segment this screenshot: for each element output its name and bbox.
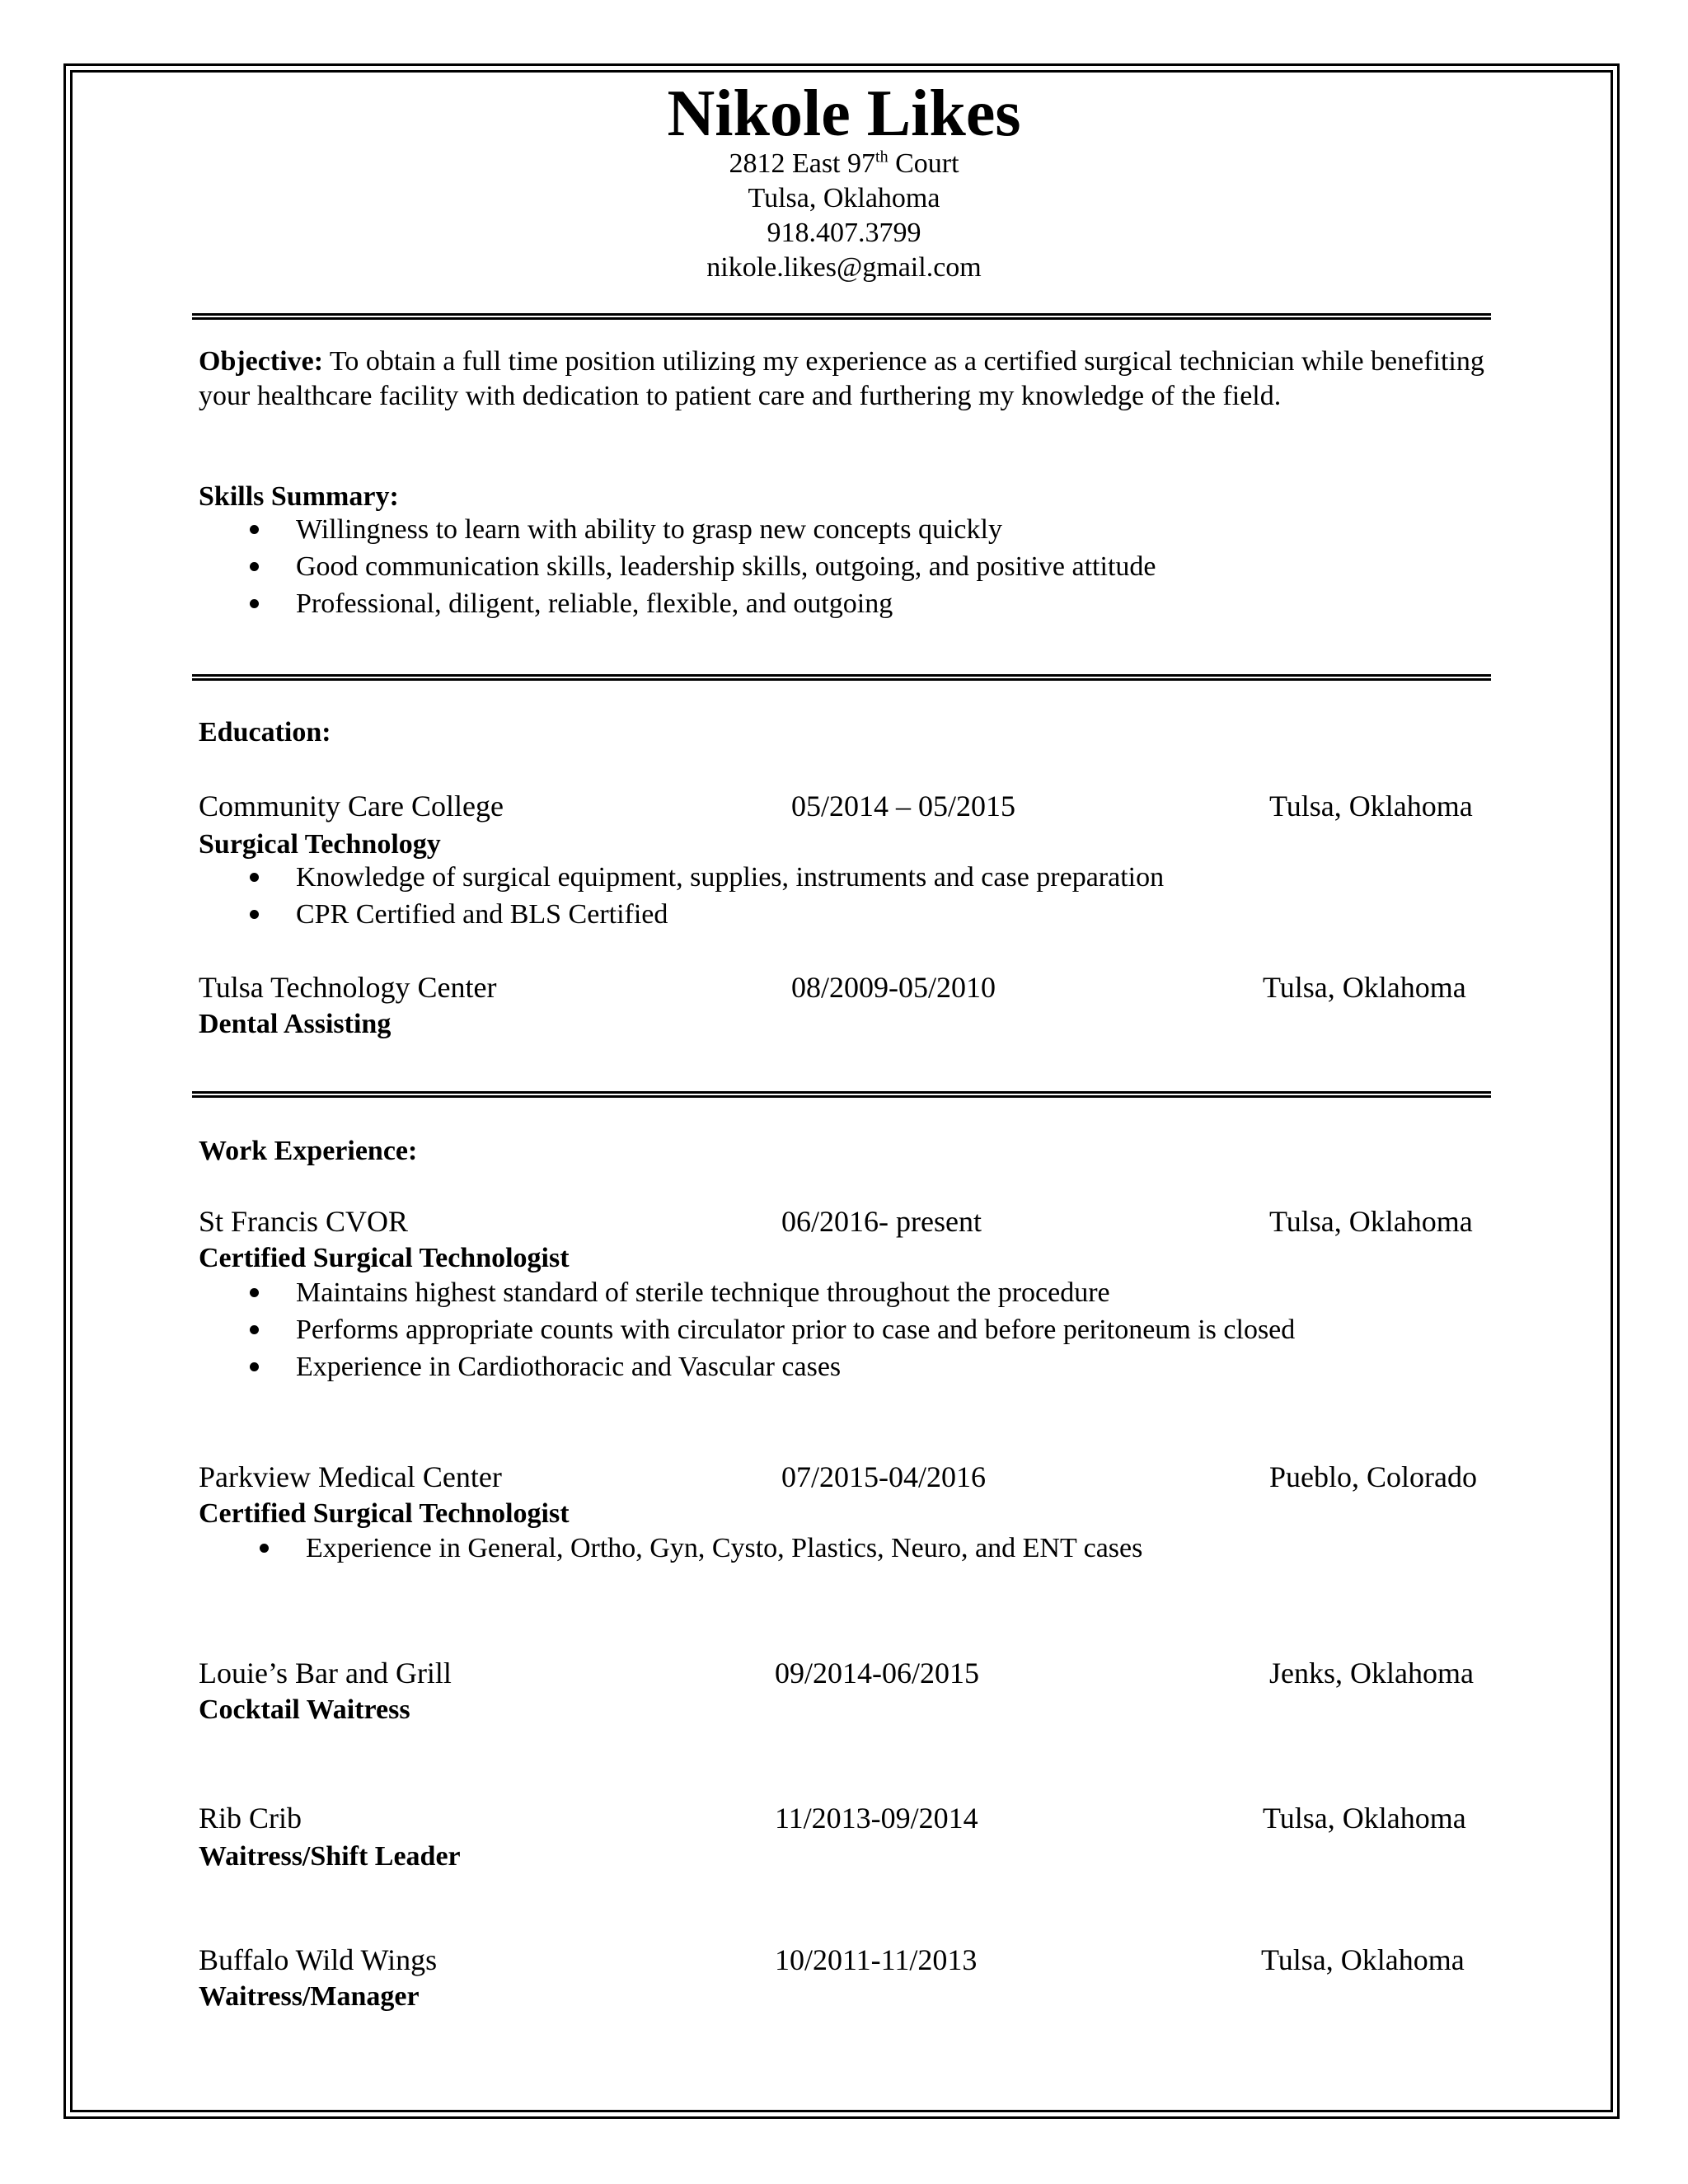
work-title: Waitress/Shift Leader (199, 1841, 461, 1872)
list-item: Professional, diligent, reliable, flexible, and outgoing (199, 585, 1156, 622)
work-title: Waitress/Manager (199, 1981, 420, 2012)
education-location: Tulsa, Oklahoma (1263, 971, 1466, 1004)
work-location: Tulsa, Oklahoma (1263, 1802, 1466, 1835)
address-city: Tulsa, Oklahoma (748, 183, 940, 213)
work-employer: St Francis CVOR (199, 1205, 409, 1238)
list-item: Knowledge of surgical equipment, supplies, instruments and case preparation (199, 859, 1164, 896)
work-dates: 07/2015-04/2016 (781, 1460, 986, 1493)
skills-heading: Skills Summary: (199, 481, 399, 512)
work-employer: Parkview Medical Center (199, 1460, 502, 1493)
bullet-icon (250, 525, 259, 534)
section-divider (192, 313, 1491, 320)
address-line (0, 147, 1688, 181)
work-bullets (209, 1530, 1142, 1567)
address-street: 2812 East 97 (729, 148, 876, 179)
work-title: Cocktail Waitress (199, 1694, 410, 1725)
address-ordinal-suffix: th (875, 148, 889, 166)
work-heading: Work Experience: (199, 1136, 418, 1166)
education-dates: 05/2014 – 05/2015 (791, 790, 1016, 823)
education-program: Dental Assisting (199, 1009, 392, 1039)
education-program: Surgical Technology (199, 829, 441, 860)
list-item: Good communication skills, leadership skills, outgoing, and positive attitude (199, 548, 1156, 585)
bullet-icon (250, 1362, 259, 1371)
work-location: Tulsa, Oklahoma (1261, 1943, 1465, 1976)
work-employer: Louie’s Bar and Grill (199, 1657, 452, 1690)
work-dates: 11/2013-09/2014 (775, 1802, 978, 1835)
email-address: nikole.likes@gmail.com (706, 252, 982, 283)
address-street-type: Court (888, 148, 959, 179)
work-title: Certified Surgical Technologist (199, 1243, 570, 1273)
education-bullets (199, 859, 1164, 933)
work-title: Certified Surgical Technologist (199, 1498, 570, 1529)
education-location: Tulsa, Oklahoma (1269, 790, 1473, 823)
bullet-icon (260, 1544, 269, 1553)
objective-paragraph (199, 344, 1484, 414)
education-school: Tulsa Technology Center (199, 971, 497, 1004)
work-dates: 06/2016- present (781, 1205, 982, 1238)
education-school: Community Care College (199, 790, 504, 823)
education-heading: Education: (199, 717, 331, 748)
list-item: Experience in General, Ortho, Gyn, Cysto, Plastics, Neuro, and ENT cases (209, 1530, 1142, 1567)
candidate-name: Nikole Likes (667, 77, 1021, 150)
work-employer: Rib Crib (199, 1802, 302, 1835)
bullet-icon (250, 562, 259, 571)
skills-list (199, 511, 1156, 622)
list-item: Willingness to learn with ability to grasp new concepts quickly (199, 511, 1156, 548)
section-divider (192, 674, 1491, 681)
bullet-icon (250, 1288, 259, 1297)
bullet-icon (250, 873, 259, 882)
list-item: Performs appropriate counts with circulator prior to case and before peritoneum is closed (199, 1311, 1295, 1348)
bullet-icon (250, 599, 259, 608)
education-dates: 08/2009-05/2010 (791, 971, 996, 1004)
work-bullets (199, 1274, 1295, 1385)
list-item: Experience in Cardiothoracic and Vascular cases (199, 1348, 1295, 1385)
bullet-icon (250, 1325, 259, 1334)
list-item: CPR Certified and BLS Certified (199, 896, 1164, 933)
work-dates: 09/2014-06/2015 (775, 1657, 979, 1690)
list-item: Maintains highest standard of sterile technique throughout the procedure (199, 1274, 1295, 1311)
work-location: Jenks, Oklahoma (1269, 1657, 1474, 1690)
work-location: Pueblo, Colorado (1269, 1460, 1477, 1493)
work-employer: Buffalo Wild Wings (199, 1943, 438, 1976)
section-divider (192, 1091, 1491, 1098)
phone-number: 918.407.3799 (767, 218, 921, 248)
work-location: Tulsa, Oklahoma (1269, 1205, 1473, 1238)
work-dates: 10/2011-11/2013 (775, 1943, 978, 1976)
bullet-icon (250, 910, 259, 919)
objective-label: Objective: (199, 346, 324, 377)
objective-text: To obtain a full time position utilizing my experience as a certified surgical technician while benefiting your healthcare facility with dedication to patient care and furthering my knowledge of the field. (199, 346, 1484, 411)
